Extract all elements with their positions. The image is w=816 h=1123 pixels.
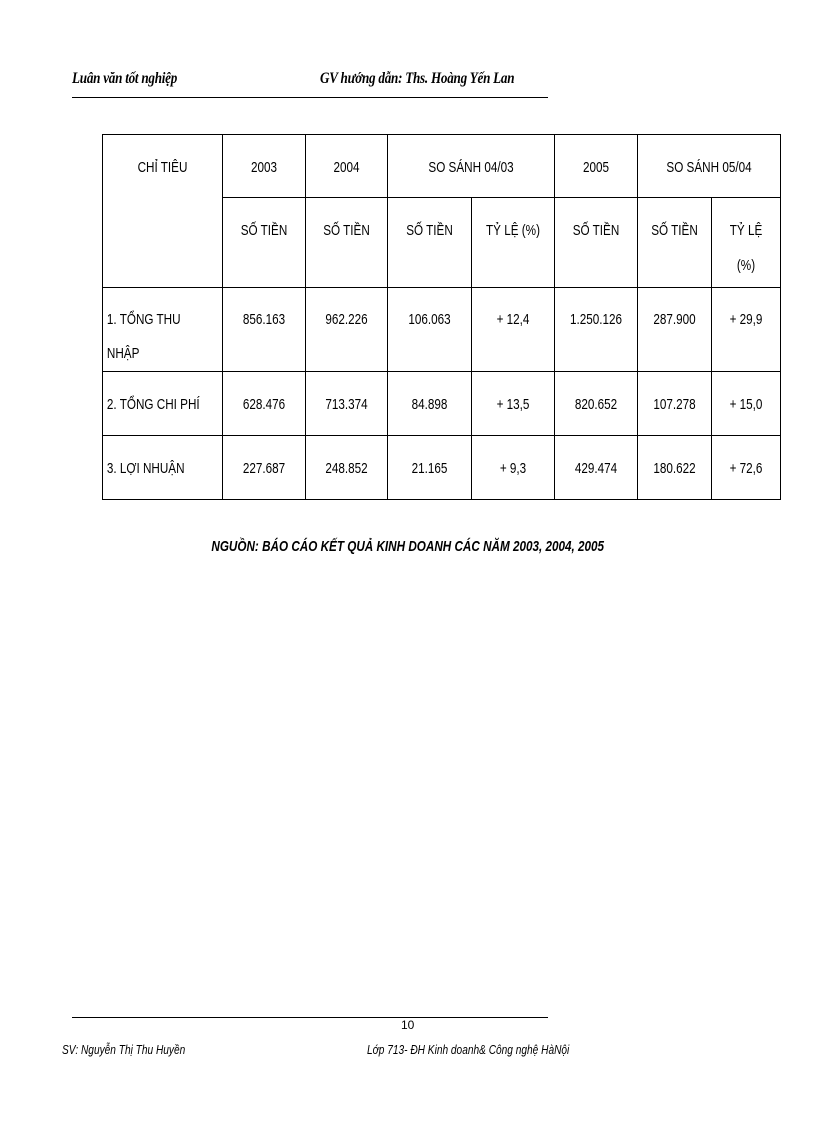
row-label: 3. LỢI NHUẬN — [103, 436, 223, 500]
subheader-cell: TỶ LỆ (%) — [472, 198, 555, 288]
table-cell: 84.898 — [388, 372, 472, 436]
table-cell: 628.476 — [223, 372, 306, 436]
subheader-cell-ratio: TỶ LỆ (%) — [712, 198, 781, 288]
subheader-cell: SỐ TIỀN — [388, 198, 472, 288]
table-cell: 227.687 — [223, 436, 306, 500]
table-row — [103, 288, 781, 372]
table-cell: 1.250.126 — [555, 288, 638, 372]
subheader-cell: SỐ TIỀN — [555, 198, 638, 288]
income-table — [102, 134, 781, 500]
subheader-cell: SỐ TIỀN — [223, 198, 306, 288]
table-cell: 962.226 — [306, 288, 388, 372]
header-cell-compare-0504: SO SÁNH 05/04 — [638, 135, 781, 198]
table-cell: 287.900 — [638, 288, 712, 372]
header-cell-2003: 2003 — [223, 135, 306, 198]
table-row — [103, 372, 781, 436]
header-right-text: GV hướng dẫn: Ths. Hoàng Yến Lan — [320, 70, 515, 87]
footer-left-text: SV: Nguyễn Thị Thu Huyền — [62, 1042, 186, 1057]
table-cell: 429.474 — [555, 436, 638, 500]
footer-right-text: Lớp 713- ĐH Kinh doanh& Công nghệ HàNội — [367, 1042, 570, 1057]
subheader-cell: SỐ TIỀN — [638, 198, 712, 288]
table-cell: 856.163 — [223, 288, 306, 372]
table-cell: + 72,6 — [712, 436, 781, 500]
table-cell: + 13,5 — [472, 372, 555, 436]
table-cell: 713.374 — [306, 372, 388, 436]
page-number: 10 — [401, 1018, 415, 1032]
table-cell: 248.852 — [306, 436, 388, 500]
header-cell-chi-tieu: CHỈ TIÊU — [103, 135, 223, 288]
table-header-row — [103, 135, 781, 198]
table-cell: 820.652 — [555, 372, 638, 436]
table-cell: 107.278 — [638, 372, 712, 436]
table-cell: 106.063 — [388, 288, 472, 372]
table-cell: + 9,3 — [472, 436, 555, 500]
header-divider — [72, 97, 548, 98]
table-cell: 21.165 — [388, 436, 472, 500]
footer-divider — [72, 1017, 548, 1018]
source-caption: NGUỒN: BÁO CÁO KẾT QUẢ KINH DOANH CÁC NĂM 2003, 2004, 2005 — [211, 538, 605, 555]
table-cell: + 15,0 — [712, 372, 781, 436]
header-cell-2005: 2005 — [555, 135, 638, 198]
row-label: 2. TỔNG CHI PHÍ — [103, 372, 223, 436]
table-cell: + 12,4 — [472, 288, 555, 372]
header-cell-2004: 2004 — [306, 135, 388, 198]
header-cell-compare-0403: SO SÁNH 04/03 — [388, 135, 555, 198]
table-cell: + 29,9 — [712, 288, 781, 372]
header-left-text: Luân văn tốt nghiệp — [72, 70, 178, 87]
table-row — [103, 436, 781, 500]
table-cell: 180.622 — [638, 436, 712, 500]
row-label: 1. TỔNG THU NHẬP — [103, 288, 223, 372]
subheader-cell: SỐ TIỀN — [306, 198, 388, 288]
